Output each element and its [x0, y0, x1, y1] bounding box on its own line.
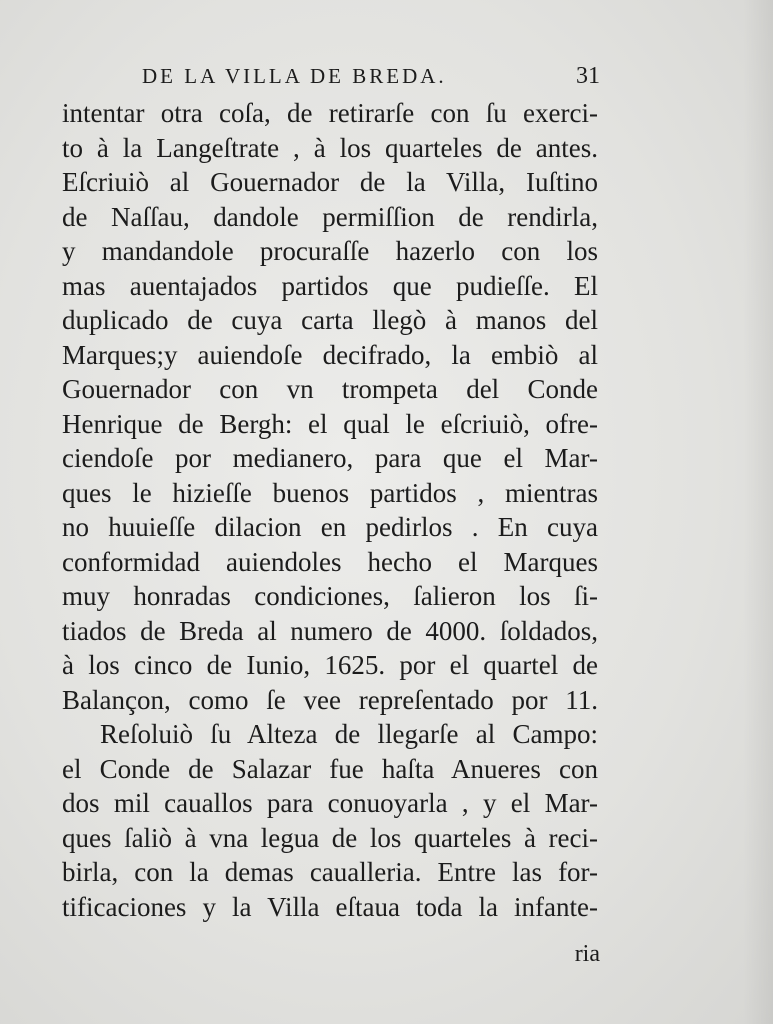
text-line: tificaciones y la Villa eſtaua toda la infante- — [62, 891, 598, 922]
text-line: Balançon, como ſe vee repreſentado por 11. — [62, 684, 598, 715]
text-line: y mandandole procuraſſe hazerlo con los — [62, 236, 598, 266]
text-line: à los cinco de Iunio, 1625. por el quartel de — [62, 650, 598, 680]
text-line: muy honradas condiciones, ſalieron los ſi- — [62, 581, 598, 611]
text-line: to à la Langeſtrate , à los quarteles de antes. — [62, 132, 598, 163]
text-line: ciendoſe por medianero, para que el Mar- — [62, 443, 598, 473]
text-line: duplicado de cuya carta llegò à manos del — [62, 305, 598, 335]
text-line: mas auentajados partidos que pudieſſe. El — [62, 270, 598, 301]
body-text — [62, 96, 598, 924]
text-line: Marques;y auiendoſe decifrado, la embiò al — [62, 339, 598, 370]
text-line: no huuieſſe dilacion en pedirlos . En cuya — [62, 512, 598, 542]
paragraph-start-line: Reſoluiò ſu Alteza de llegarſe al Campo: — [100, 719, 598, 749]
running-head — [60, 60, 600, 92]
text-line: ques le hizieſſe buenos partidos , mientras — [62, 477, 598, 508]
text-line: ques ſaliò à vna legua de los quarteles à reci- — [62, 822, 598, 853]
text-line: dos mil cauallos para conuoyarla , y el Mar- — [62, 788, 598, 818]
page-edge-shadow — [743, 0, 773, 1024]
text-line: Henrique de Bergh: el qual le eſcriuiò, ofre- — [62, 408, 598, 439]
text-line: Gouernador con vn trompeta del Conde — [62, 374, 598, 404]
running-title: DE LA VILLA DE BREDA. — [142, 64, 447, 88]
text-line: birla, con la demas caualleria. Entre las for- — [62, 857, 598, 887]
page-number: 31 — [576, 63, 600, 89]
text-line: de Naſſau, dandole permiſſion de rendirla, — [62, 201, 598, 232]
text-line: conformidad auiendoles hecho el Marques — [62, 546, 598, 577]
text-line: tiados de Breda al numero de 4000. ſoldados, — [62, 615, 598, 646]
text-line: Eſcriuiò al Gouernador de la Villa, Iuſtino — [62, 167, 598, 197]
text-line: intentar otra coſa, de retirarſe con ſu exerci- — [62, 98, 598, 128]
text-line: el Conde de Salazar fue haſta Anueres con — [62, 753, 598, 784]
catchword: ria — [574, 941, 600, 967]
